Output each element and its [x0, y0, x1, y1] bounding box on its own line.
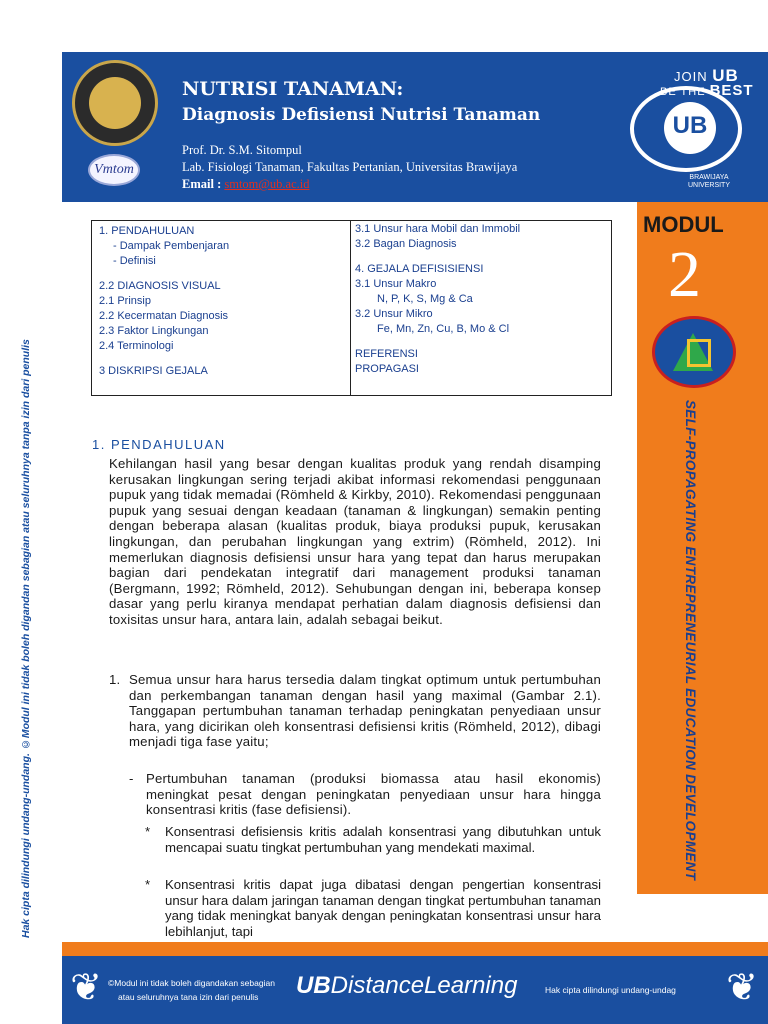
body-paragraph: Kehilangan hasil yang besar dengan kualitas produk yang rendah disamping kerusakan lingkungan sering terjadi akibat informasi rekomendasi penggunaan pupuk yang tidak memadai (Römheld & Kirkby, 2010). Rekomendasi penggunaan pupuk yang sesuai dengan keadaan (tanaman & lingkungan) semakin penting dengan beberapa alasan (kualitas produk, biaya produksi pupuk, kerusakan lingkungan, dan perubahan lingkungan yang extrim) (Römheld, 2012). Ini memerlukan diagnosis defisiensi unsur hara yang tepat dan harus merupakan bagian dari pendekatan integratif dari management produksi tanaman (Bergmann, 1992; Römheld, 2012). Sehubungan dengan ini, beberapa konsep dasar yang perlu kiranya mendapat perhatian dalam diagnosis defisiensi dan toxisitas unsur hara, antara lain, adalah sebagai beikut.: [109, 456, 601, 627]
footer-copyright-line2: atau seluruhnya tana izin dari penulis: [118, 992, 259, 1002]
toc-item: 3.2 Unsur Mikro: [355, 308, 433, 320]
dash-marker: -: [129, 771, 134, 786]
email-line: [182, 177, 309, 192]
author-affiliation: Lab. Fisiologi Tanaman, Fakultas Pertanian, Universitas Brawijaya: [182, 160, 518, 174]
flourish-ornament-icon: ❦: [726, 967, 758, 1009]
toc-item: 2.2 Kecermatan Diagnosis: [99, 310, 229, 322]
slogan-be-the-best: BE THE BEST: [660, 82, 754, 99]
modul-label: MODUL: [643, 212, 724, 237]
brawijaya-university-label: BRAWIJAYA UNIVERSITY: [688, 174, 731, 189]
author-name: Prof. Dr. S.M. Sitompul: [182, 143, 302, 157]
toc-item: PROPAGASI: [355, 363, 419, 375]
footer-rights-text: Hak cipta dilindungi undang-undag: [545, 985, 676, 995]
toc-column-right: [351, 221, 611, 395]
footer-brand-logo: UBDistanceLearning: [296, 972, 518, 999]
toc-item: 3.2 Bagan Diagnosis: [355, 238, 457, 250]
toc-item: - Definisi: [113, 255, 156, 267]
toc-item: 3 DISKRIPSI GEJALA: [99, 365, 208, 377]
table-of-contents: [91, 220, 612, 396]
document-title: NUTRISI TANAMAN:: [182, 78, 404, 100]
ub-logo: UB: [622, 80, 750, 184]
toc-item: 3.1 Unsur Makro: [355, 278, 437, 290]
footer-copyright-line1: ©Modul ini tidak boleh digandakan sebagian: [108, 978, 275, 988]
toc-item: Fe, Mn, Zn, Cu, B, Mo & Cl: [377, 323, 510, 335]
flourish-ornament-icon: ❦: [70, 967, 102, 1009]
list-item-text: Pertumbuhan tanaman (produksi biomassa atau hasil ekonomis) meningkat pesat dengan peningkatan penyediaan unsur hara hingga konsentrasi kritis (fase defisiensi).: [146, 771, 601, 818]
email-link[interactable]: smtom@ub.ac.id: [224, 177, 310, 191]
toc-item: 2.3 Faktor Lingkungan: [99, 325, 209, 337]
toc-item: 1. PENDAHULUAN: [99, 225, 195, 237]
side-orange-panel: [637, 202, 768, 894]
toc-item: 2.2 DIAGNOSIS VISUAL: [99, 280, 221, 292]
toc-item: 2.1 Prinsip: [99, 295, 151, 307]
document-subtitle: Diagnosis Defisiensi Nutrisi Tanaman: [182, 105, 541, 125]
list-item-text: Konsentrasi defisiensis kritis adalah konsentrasi yang dibutuhkan untuk mencapai suatu tingkat pertumbuhan yang mendekati maximal.: [165, 824, 601, 855]
university-seal-logo: [72, 60, 158, 146]
program-emblem-logo: [652, 316, 736, 388]
email-label: Email :: [182, 177, 225, 191]
toc-item: N, P, K, S, Mg & Ca: [377, 293, 473, 305]
toc-column-left: [92, 221, 351, 395]
toc-item: - Dampak Pembenjaran: [113, 240, 230, 252]
copyright-vertical-text: Hak cipta dilindungi undang-undang. ©Modul ini tidak boleh digandan sebagian atau seluruhnya tanpa izin dari penulis: [20, 339, 32, 938]
slogan-join-ub: JOIN UB: [674, 66, 739, 85]
section-heading: 1. PENDAHULUAN: [92, 437, 226, 452]
toc-item: 4. GEJALA DEFISISIENSI: [355, 263, 484, 275]
toc-item: 2.4 Terminologi: [99, 340, 174, 352]
modul-number: 2: [668, 238, 701, 311]
list-item-text: Konsentrasi kritis dapat juga dibatasi dengan pengertian konsentrasi unsur hara dalam jaringan tanaman dengan tingkat pertumbuhan tanaman yang tidak meningkat banyak dengan peningkatan konsentrasi unsur hara lebihlanjut, tapi: [165, 877, 601, 939]
program-vertical-title: SELF-PROPAGATING ENTREPRENEURIAL EDUCATION DEVELOPMENT: [683, 400, 698, 881]
toc-item: 3.1 Unsur hara Mobil dan Immobil: [355, 223, 521, 235]
star-marker: *: [145, 824, 151, 839]
star-marker: *: [145, 877, 151, 892]
list-item-text: Semua unsur hara harus tersedia dalam tingkat optimum untuk pertumbuhan dan perkembangan tanaman dengan hasil yang maximal (Gambar 2.1). Tanggapan pertumbuhan tanaman terhadap peningkatan penyediaan unsur hara, yang dicirikan oleh konsentrasi defisiensi kritis (Römheld, 2012), dibagi menjadi tiga fase yaitu;: [129, 672, 601, 750]
toc-item: REFERENSI: [355, 348, 418, 360]
list-number: 1.: [109, 672, 121, 687]
footer-orange-band: [62, 942, 768, 956]
vmtom-logo: Vmtom: [88, 154, 140, 186]
